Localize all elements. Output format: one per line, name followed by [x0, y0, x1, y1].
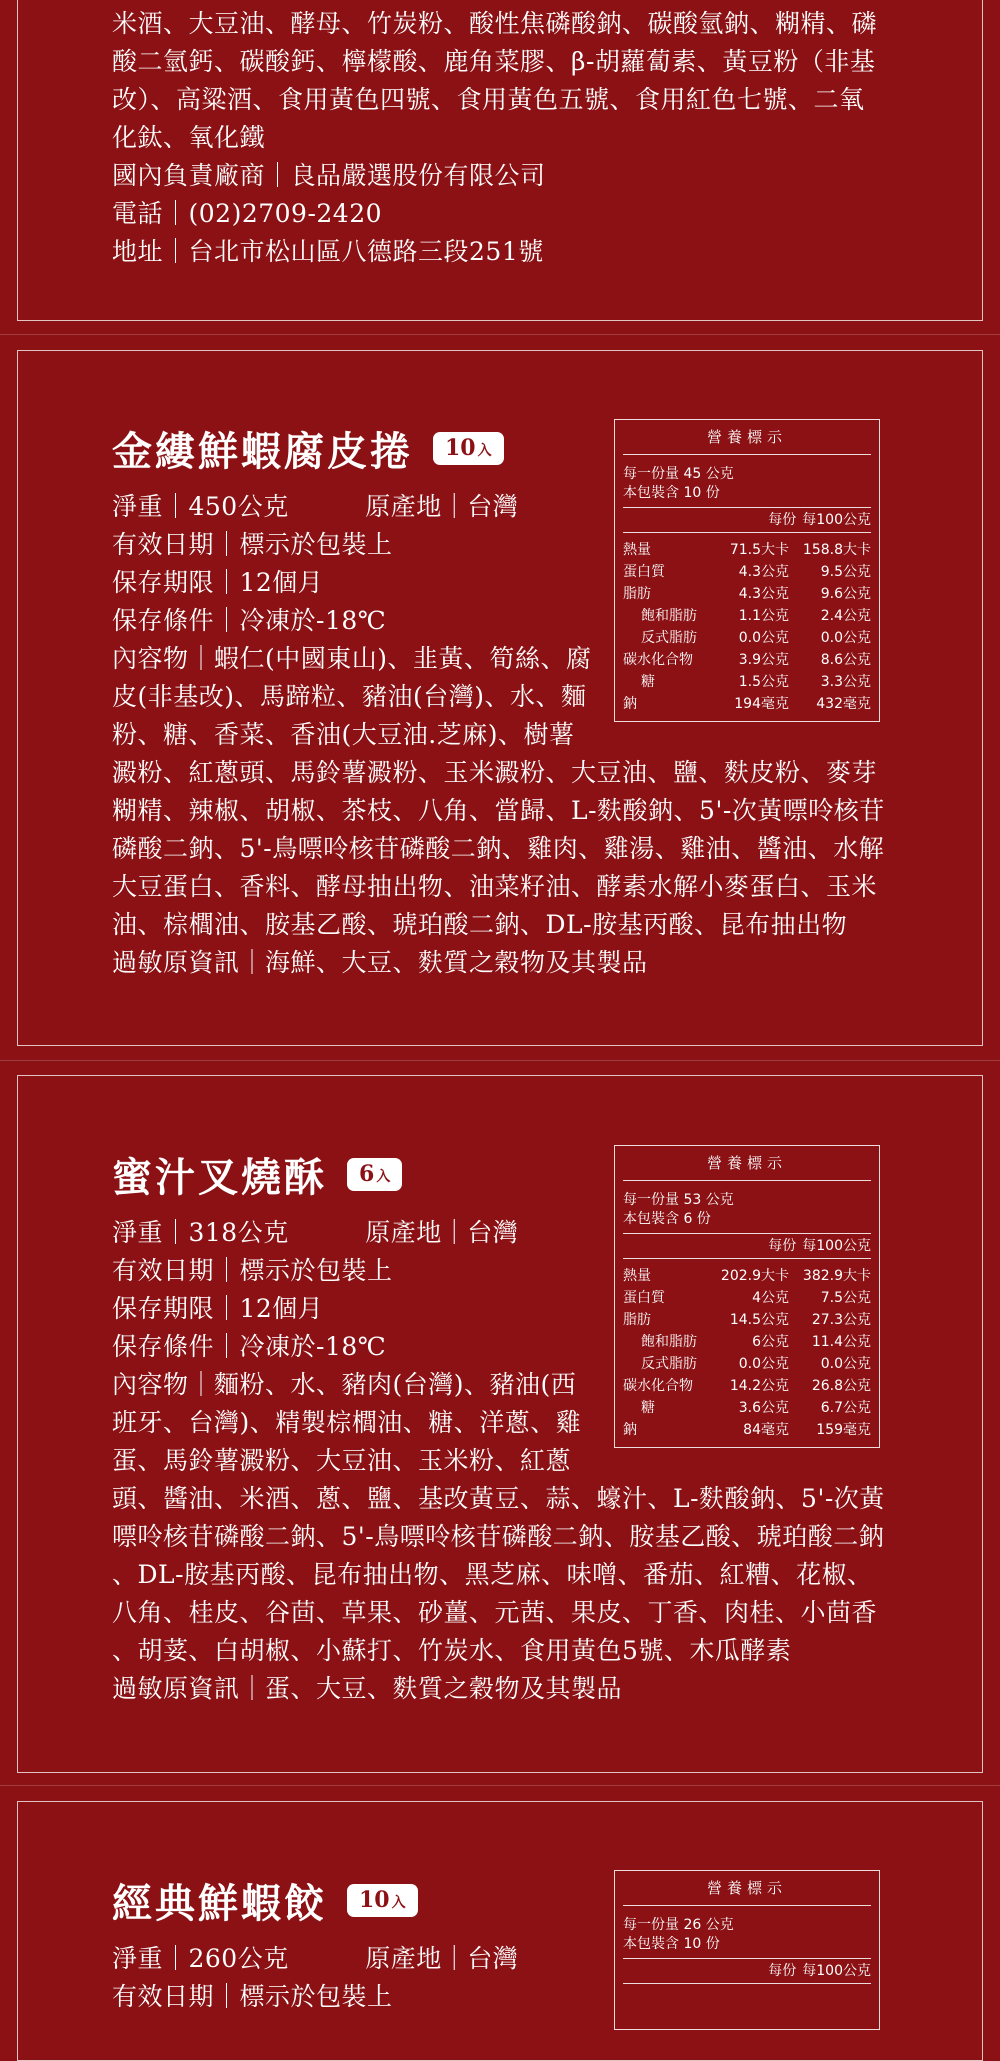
text-line: 保存條件｜冷凍於-18℃ [112, 606, 387, 635]
nutrition-label [614, 1870, 880, 2030]
quantity-badge: 10 入 [347, 1884, 418, 1917]
phone-line: 電話｜(02)2709-2420 [112, 199, 383, 228]
text-line: 有效日期｜標示於包裝上 [112, 530, 393, 559]
quantity-badge: 6 入 [347, 1158, 402, 1191]
nutrition-row: 熱量 202.9大卡 382.9大卡 [623, 1268, 871, 1284]
nutrition-rows [623, 1259, 871, 1447]
text-line: 大豆蛋白、香料、酵母抽出物、油菜籽油、酵素水解小麥蛋白、玉米 [112, 872, 878, 901]
nutrition-row: 飽和脂肪 6公克 11.4公克 [641, 1334, 871, 1350]
nutrition-label [614, 1145, 880, 1448]
nutrition-row: 脂肪 4.3公克 9.6公克 [623, 586, 871, 602]
text-line: 磷酸二鈉、5'-鳥嘌呤核苷磷酸二鈉、雞肉、雞湯、雞油、醬油、水解 [112, 834, 885, 863]
text-line: 酸二氫鈣、碳酸鈣、檸檬酸、鹿角菜膠、β-胡蘿蔔素、黃豆粉（非基 [112, 47, 876, 76]
servings-per-pack: 本包裝含 10 份 [623, 1936, 720, 1952]
nutrition-row: 碳水化合物 14.2公克 26.8公克 [623, 1378, 871, 1394]
allergen-line: 過敏原資訊｜海鮮、大豆、麩質之穀物及其製品 [112, 948, 648, 977]
text-line: 淨重｜450公克 原產地｜台灣 [112, 492, 519, 521]
nutrition-label [614, 419, 880, 722]
text-line: 米酒、大豆油、酵母、竹炭粉、酸性焦磷酸鈉、碳酸氫鈉、糊精、磷 [112, 9, 878, 38]
text-line: 蛋、馬鈴薯澱粉、大豆油、玉米粉、紅蔥 [112, 1446, 572, 1475]
text-line: 皮(非基改)、馬蹄粒、豬油(台灣)、水、麵 [112, 682, 587, 711]
product-title-row [112, 1146, 402, 1203]
address-line: 地址｜台北市松山區八德路三段251號 [112, 237, 544, 266]
nutrition-header: 營養標示 [623, 1871, 871, 1906]
nutrition-row: 蛋白質 4公克 7.5公克 [623, 1290, 871, 1306]
allergen-line: 過敏原資訊｜蛋、大豆、麩質之穀物及其製品 [112, 1674, 623, 1703]
product-title-row [112, 420, 504, 477]
text-line: 班牙、台灣)、精製棕櫚油、糖、洋蔥、雞 [112, 1408, 582, 1437]
text-line: 化鈦、氧化鐵 [112, 123, 266, 152]
product-title-row [112, 1872, 418, 1929]
manufacturer-line: 國內負責廠商｜良品嚴選股份有限公司 [112, 161, 546, 190]
nutrition-row: 鈉 194毫克 432毫克 [623, 696, 871, 712]
nutrition-column-header: 每份 每100公克 [623, 507, 871, 533]
nutrition-row: 碳水化合物 3.9公克 8.6公克 [623, 652, 871, 668]
nutrition-header: 營養標示 [623, 1146, 871, 1181]
servings-per-pack: 本包裝含 10 份 [623, 485, 720, 501]
text-line: 粉、糖、香菜、香油(大豆油.芝麻)、樹薯 [112, 720, 575, 749]
text-line: 改）、高粱酒、食用黃色四號、食用黃色五號、食用紅色七號、二氧 [112, 85, 865, 114]
text-line: 澱粉、紅蔥頭、馬鈴薯澱粉、玉米澱粉、大豆油、鹽、麩皮粉、麥芽 [112, 758, 878, 787]
product-title: 蜜汁叉燒酥 [112, 1154, 327, 1201]
serving-size: 每一份量 45 公克 [623, 466, 734, 482]
nutrition-row: 鈉 84毫克 159毫克 [623, 1422, 871, 1438]
serving-size: 每一份量 53 公克 [623, 1192, 734, 1208]
nutrition-rows [623, 533, 871, 721]
text-line: 、DL-胺基丙酸、昆布抽出物、黑芝麻、味噌、番茄、紅糟、花椒、 [112, 1560, 873, 1589]
divider [0, 334, 1000, 335]
nutrition-column-header: 每份 每100公克 [623, 1233, 871, 1259]
text-line: 內容物｜麵粉、水、豬肉(台灣)、豬油(西 [112, 1370, 577, 1399]
nutrition-row: 糖 1.5公克 3.3公克 [641, 674, 871, 690]
nutrition-row: 蛋白質 4.3公克 9.5公克 [623, 564, 871, 580]
text-line: 保存期限｜12個月 [112, 1294, 324, 1323]
text-line: 糊精、辣椒、胡椒、茶枝、八角、當歸、L-麩酸鈉、5'-次黃嘌呤核苷 [112, 796, 885, 825]
text-line: 保存條件｜冷凍於-18℃ [112, 1332, 387, 1361]
nutrition-row: 脂肪 14.5公克 27.3公克 [623, 1312, 871, 1328]
text-line: 淨重｜260公克 原產地｜台灣 [112, 1944, 519, 1973]
product-title: 經典鮮蝦餃 [112, 1880, 327, 1927]
nutrition-row: 反式脂肪 0.0公克 0.0公克 [641, 1356, 871, 1372]
nutrition-row: 熱量 71.5大卡 158.8大卡 [623, 542, 871, 558]
nutrition-row: 糖 3.6公克 6.7公克 [641, 1400, 871, 1416]
text-line: 八角、桂皮、谷茴、草果、砂薑、元茜、果皮、丁香、肉桂、小茴香 [112, 1598, 878, 1627]
servings-per-pack: 本包裝含 6 份 [623, 1211, 711, 1227]
text-line: 內容物｜蝦仁(中國東山)、韭黃、筍絲、腐 [112, 644, 592, 673]
text-line: 、胡荽、白胡椒、小蘇打、竹炭水、食用黃色5號、木瓜酵素 [112, 1636, 792, 1665]
text-line: 有效日期｜標示於包裝上 [112, 1982, 393, 2011]
quantity-badge: 10 入 [433, 432, 504, 465]
serving-size: 每一份量 26 公克 [623, 1917, 734, 1933]
nutrition-row: 反式脂肪 0.0公克 0.0公克 [641, 630, 871, 646]
divider [0, 1785, 1000, 1786]
nutrition-column-header: 每份 每100公克 [623, 1958, 871, 1984]
divider [0, 1060, 1000, 1061]
text-line: 保存期限｜12個月 [112, 568, 324, 597]
text-line: 嘌呤核苷磷酸二鈉、5'-鳥嘌呤核苷磷酸二鈉、胺基乙酸、琥珀酸二鈉 [112, 1522, 885, 1551]
nutrition-row: 飽和脂肪 1.1公克 2.4公克 [641, 608, 871, 624]
text-line: 頭、醬油、米酒、蔥、鹽、基改黃豆、蒜、蠔汁、L-麩酸鈉、5'-次黃 [112, 1484, 885, 1513]
nutrition-header: 營養標示 [623, 420, 871, 455]
product-title: 金縷鮮蝦腐皮捲 [112, 428, 413, 475]
text-line: 油、棕櫚油、胺基乙酸、琥珀酸二鈉、DL-胺基丙酸、昆布抽出物 [112, 910, 848, 939]
text-line: 淨重｜318公克 原產地｜台灣 [112, 1218, 519, 1247]
text-line: 有效日期｜標示於包裝上 [112, 1256, 393, 1285]
